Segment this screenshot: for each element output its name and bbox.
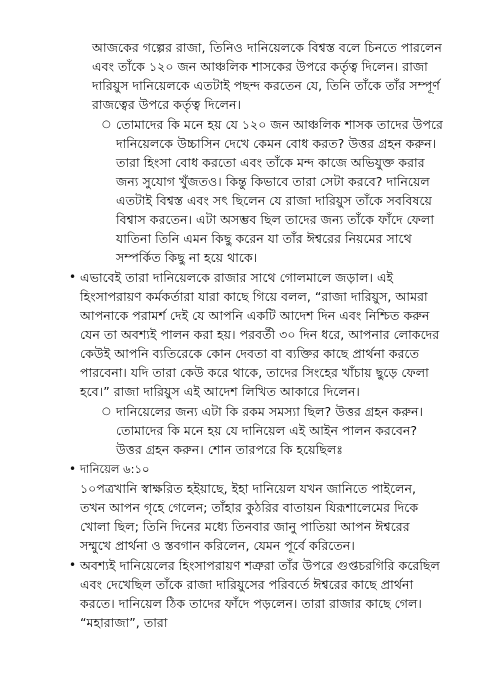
bullet-scripture-reference [69, 460, 443, 479]
question-1-text: তোমাদের কি মনে হয় যে ১২০ জন আঞ্চলিক শাসক তাদের উপরে দানিয়েলকে উচ্চাসিন দেখে কেমন বোধ করত? উত্তর গ্রহন করুন। তারা হিংসা বোধ করতো এবং তাঁকে মন্দ কাজে অভিযুক্ত করার জন্য সুযোগ খুঁজতও। কিন্তু কিভাবে তারা সেটা করবে? দানিয়েল এতটাই বিশ্বস্ত এবং সৎ ছিলেন যে রাজা দারিয়ুস তাঁকে সববিষয়ে বিশ্বাস করতেন। এটা অসম্ভব ছিল তাদের জন্য তাঁকে ফাঁদে ফেলা যাতিনা তিনি এমন কিছু করেন যা তাঁর ঈশ্বরের নিয়মের সাথে সম্পর্কিত কিছু না হয়ে থাকে। [116, 117, 443, 265]
question-2-mid: তোমাদের কি মনে হয় যে দানিয়েল এই আইন পালন করবেন? [116, 423, 418, 438]
question-2-end: শোন তারপরে কি হয়েছিলঃ [207, 442, 343, 457]
question-2-lead: দানিয়েলের জন্য এটা কি রকম সমস্যা ছিল? [116, 404, 332, 419]
bullet-decree [69, 268, 443, 401]
scripture-reference: দানিয়েল ৬:১০ [80, 462, 150, 476]
answer-prompt: উত্তর গ্রহন করুন। [335, 404, 423, 419]
spies-text: অবশ্যই দানিয়েলের হিংসাপরায়ণ শত্রুরা তাঁর উপরে গুপ্তচরগিরি করেছিল এবং দেখেছিল তাঁকে রাজা দারিয়ুসের পরিবর্তে ঈশ্বরের কাছে প্রার্থনা করতে। দানিয়েল ঠিক তাদের ফাঁদে পড়লেন। তারা রাজার কাছে গেল। “মহারাজা”, তারা [80, 558, 440, 630]
scripture-quote: ১০পত্রখানি স্বাক্ষরিত হইয়াছে, ইহা দানিয়েল যখন জানিতে পাইলেন, তখন আপন গৃহে গেলেন; তাঁহার কুঠরির বাতায়ন যিরূশালেমের দিকে খোলা ছিল; তিনি দিনের মধ্যে তিনবার জানু পাতিয়া আপন ঈশ্বরের সম্মুখে প্রার্থনা ও স্তবগান করিলেন, যেমন পূর্বে করিতেন। [80, 481, 419, 553]
hollow-bullet-icon: ○ [102, 406, 111, 417]
bullet-icon: • [69, 462, 77, 476]
bullet-icon: • [69, 270, 77, 284]
bullet-icon: • [69, 558, 77, 572]
decree-text: এভাবেই তারা দানিয়েলকে রাজার সাথে গোলমালে জড়াল। এই হিংসাপরায়ণ কর্মকর্তারা যারা কাছে গিয়ে বলল, “রাজা দারিয়ুস, আমরা আপনাকে পরামর্শ দেই যে আপনি একটি আদেশ দিন এবং নিশ্চিত করুন যেন তা অবশ্যই পালন করা হয়। পরবর্তী ৩০ দিন ধরে, আপনার লোকদের কেউই আপনি ব্যতিরেকে কোন দেবতা বা ব্যক্তির কাছে প্রার্থনা করতে পারবেনা। যদি তারা কেউ করে থাকে, তাদের সিংহের খাঁচায় ছুড়ে ফেলা হবে।” রাজা দারিয়ুস এই আদেশ লিখিত আকারে দিলেন। [80, 270, 440, 399]
hollow-bullet-icon: ○ [102, 119, 111, 130]
question-2-text [116, 402, 443, 459]
discussion-question-2 [102, 402, 443, 459]
discussion-question-1 [102, 115, 443, 267]
answer-prompt-2: উত্তর গ্রহন করুন। [116, 442, 204, 457]
bullet-spies [69, 556, 443, 632]
intro-paragraph: আজকের গল্পের রাজা, তিনিও দানিয়েলকে বিশ্বস্ত বলে চিনতে পারলেন এবং তাঁকে ১২০ জন আঞ্চলিক শাসকের উপরে কর্তৃত্ব দিলেন। রাজা দারিয়ুস দানিয়েলকে এতটাই পছন্দ করতেন যে, তিনি তাঁকে তাঁর সম্পূর্ণ রাজত্বের উপরে কর্তৃত্ব দিলেন। [92, 40, 442, 112]
